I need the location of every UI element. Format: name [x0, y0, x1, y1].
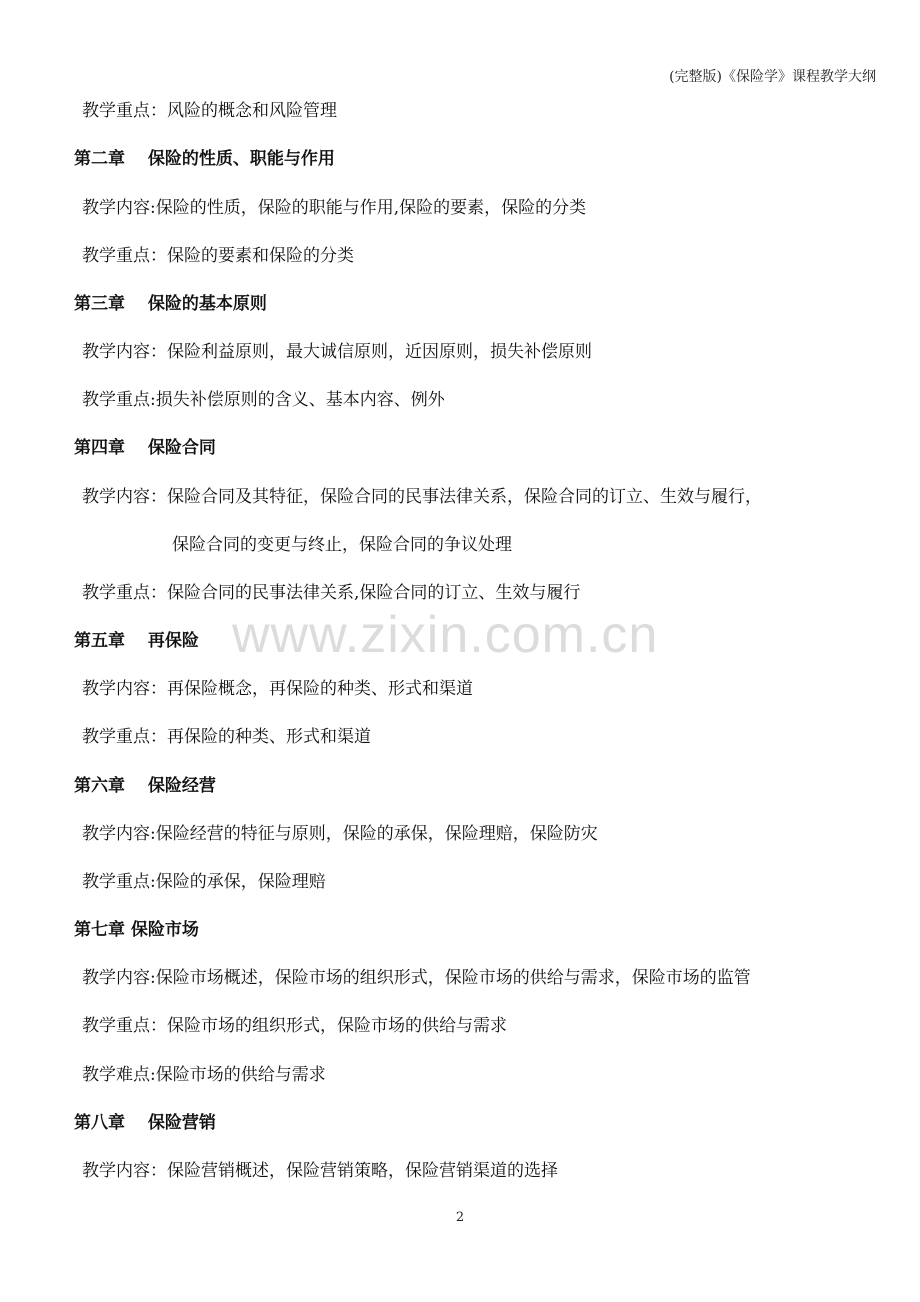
teaching-content-line: 教学内容:保险经营的特征与原则，保险的承保，保险理赔，保险防灾 — [82, 824, 598, 844]
teaching-focus-line: 教学重点：保险市场的组织形式，保险市场的供给与需求 — [82, 1016, 507, 1036]
chapter-heading: 第四章 保险合同 — [74, 438, 216, 458]
chapter-heading: 第七章 保险市场 — [74, 920, 199, 940]
chapter-heading: 第二章 保险的性质、职能与作用 — [74, 149, 335, 169]
teaching-content-line: 教学内容:保险市场概述，保险市场的组织形式，保险市场的供给与需求，保险市场的监管 — [82, 968, 751, 988]
teaching-focus-line: 教学重点：风险的概念和风险管理 — [82, 101, 337, 121]
page-number: 2 — [455, 1210, 465, 1225]
chapter-heading: 第八章 保险营销 — [74, 1113, 216, 1133]
teaching-focus-line: 教学重点：再保险的种类、形式和渠道 — [82, 727, 371, 747]
teaching-content-continuation: 保险合同的变更与终止，保险合同的争议处理 — [172, 535, 512, 555]
chapter-heading: 第三章 保险的基本原则 — [74, 294, 267, 314]
teaching-content-line: 教学内容：保险利益原则，最大诚信原则，近因原则，损失补偿原则 — [82, 342, 592, 362]
teaching-content-line: 教学内容：再保险概念，再保险的种类、形式和渠道 — [82, 679, 473, 699]
teaching-difficulty-line: 教学难点:保险市场的供给与需求 — [82, 1065, 326, 1085]
teaching-focus-line: 教学重点:损失补偿原则的含义、基本内容、例外 — [82, 390, 445, 410]
teaching-focus-line: 教学重点：保险合同的民事法律关系,保险合同的订立、生效与履行 — [82, 583, 581, 603]
teaching-focus-line: 教学重点：保险的要素和保险的分类 — [82, 246, 354, 266]
chapter-heading: 第五章 再保险 — [74, 631, 199, 651]
watermark: www.zixin.com.cn — [232, 606, 659, 664]
chapter-heading: 第六章 保险经营 — [74, 776, 216, 796]
teaching-content-line: 教学内容：保险合同及其特征，保险合同的民事法律关系，保险合同的订立、生效与履行， — [82, 487, 762, 507]
teaching-content-line: 教学内容：保险营销概述，保险营销策略，保险营销渠道的选择 — [82, 1161, 558, 1181]
page-header-title: (完整版)《保险学》课程教学大纲 — [669, 69, 876, 85]
teaching-content-line: 教学内容:保险的性质，保险的职能与作用,保险的要素，保险的分类 — [82, 198, 587, 218]
teaching-focus-line: 教学重点:保险的承保，保险理赔 — [82, 872, 326, 892]
